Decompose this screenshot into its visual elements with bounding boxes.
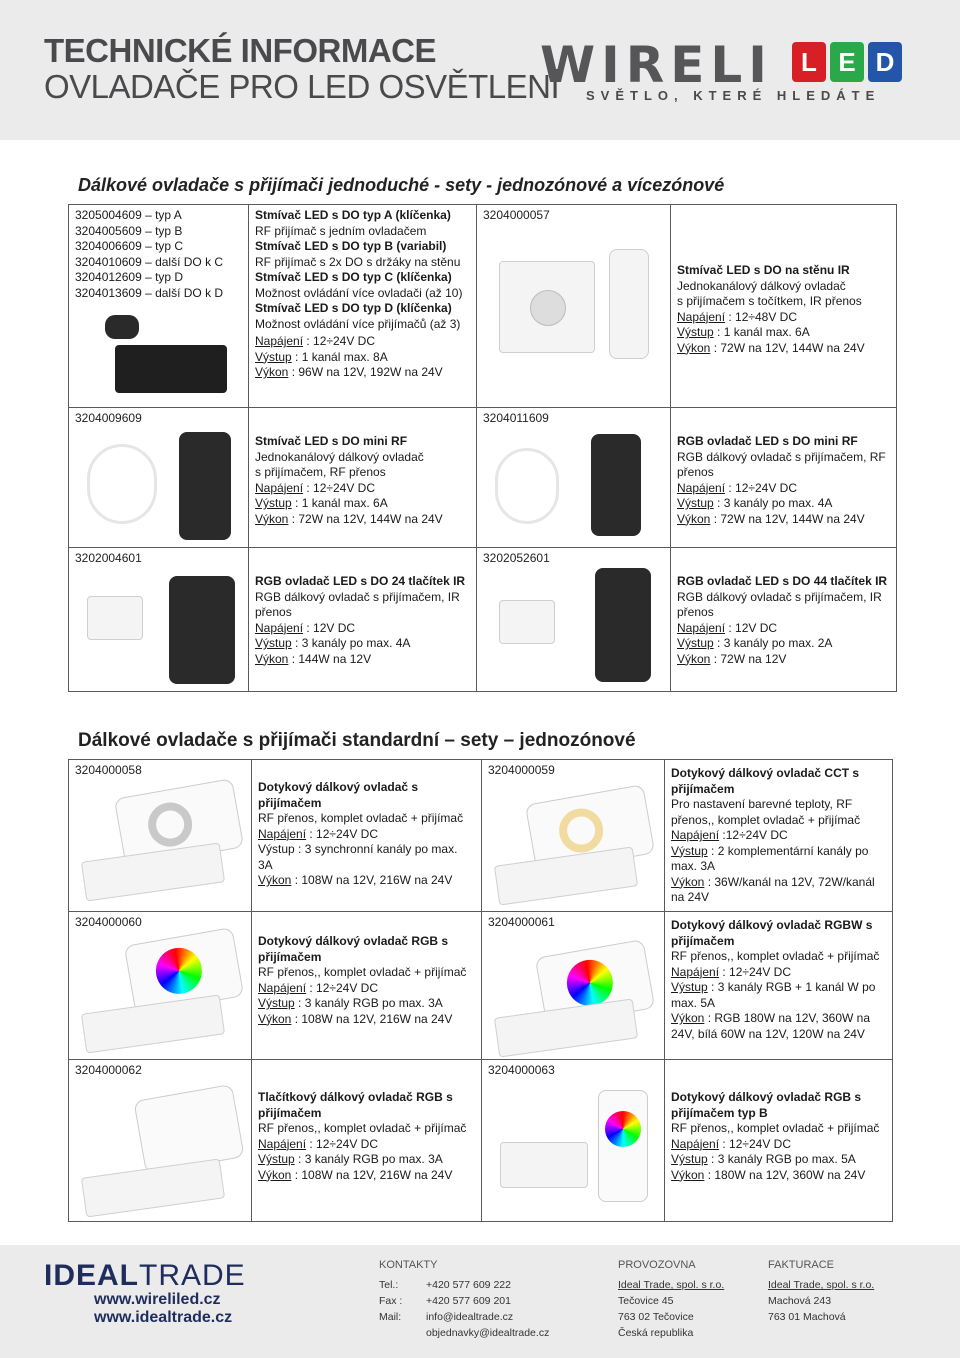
email-info-link[interactable]: info@idealtrade.cz xyxy=(426,1311,514,1323)
spec-line: Výkon : 96W na 12V, 192W na 24V xyxy=(255,365,443,379)
fakturace-company: Ideal Trade, spol. s r.o. xyxy=(768,1279,875,1291)
product-name: Dotykový dálkový ovladač RGB s přijímačem xyxy=(258,934,449,964)
logo-led-e: E xyxy=(830,42,864,82)
product-text: Jednokanálový dálkový ovladač xyxy=(677,278,846,293)
ir-44-key-remote-image xyxy=(595,568,651,682)
ir-receiver-image xyxy=(87,596,143,640)
product-description xyxy=(671,408,897,548)
product-description xyxy=(249,408,477,548)
table-row xyxy=(69,408,897,548)
product-code: 3204009609 xyxy=(75,411,142,425)
cable-image xyxy=(87,444,157,524)
page-footer xyxy=(0,1245,960,1358)
spec-line: Napájení : 12V DC xyxy=(255,620,356,635)
ir-24-key-remote-image xyxy=(169,576,235,684)
spec-line: Výkon : 72W na 12V xyxy=(677,651,787,666)
spec-line: Výkon : 108W na 12V, 216W na 24V xyxy=(258,1167,453,1182)
product-text: RGB dálkový ovladač s přijímačem, IR xyxy=(255,589,460,604)
receiver-image xyxy=(81,1158,225,1217)
idealtrade-logo: IDEALTRADE xyxy=(44,1259,246,1292)
mail-label: Mail: xyxy=(379,1311,402,1323)
product-description xyxy=(252,760,482,912)
color-wheel-icon xyxy=(605,1111,641,1147)
product-description xyxy=(249,548,477,692)
spec-line: Výstup : 3 synchronní kanály po max. 3A xyxy=(258,842,458,872)
spec-line: Výkon : 180W na 12V, 360W na 24V xyxy=(671,1167,866,1182)
table-row xyxy=(69,760,893,912)
product-code: 3204000057 xyxy=(483,208,550,222)
spec-line: Napájení :12÷24V DC xyxy=(671,828,788,842)
receiver-image xyxy=(81,842,225,901)
spec-line: Napájení : 12÷24V DC xyxy=(671,964,791,979)
spec-line: Výkon : 72W na 12V, 144W na 24V xyxy=(255,511,443,526)
spec-line: Výkon : RGB 180W na 12V, 360W na 24V, bílá 60W na 12V, 120W na 24V xyxy=(671,1011,871,1041)
website-link-wireliled[interactable]: www.wireliled.cz xyxy=(94,1291,221,1308)
product-description xyxy=(252,912,482,1060)
product-name: Tlačítkový dálkový ovladač RGB s přijímačem xyxy=(258,1090,453,1120)
product-code: 3204000062 xyxy=(75,1063,142,1077)
tel-number: +420 577 609 222 xyxy=(426,1279,511,1291)
fax-number: +420 577 609 201 xyxy=(426,1295,511,1307)
product-text: RF přenos,, komplet ovladač + přijímač xyxy=(671,1121,880,1135)
product-text: RF přenos,, komplet ovladač + přijímač xyxy=(258,1121,467,1135)
product-text: Pro nastavení barevné teploty, RF přenos,, komplet ovladač + přijímač xyxy=(671,797,861,827)
website-link-idealtrade[interactable]: www.idealtrade.cz xyxy=(94,1309,233,1326)
contacts-heading: KONTAKTY xyxy=(379,1259,438,1271)
product-description xyxy=(252,1060,482,1222)
product-image-cell xyxy=(477,548,671,692)
spec-line: Výstup : 3 kanály RGB po max. 3A xyxy=(258,1152,443,1166)
logo-wireli-text: WIRELI xyxy=(540,36,773,94)
email-orders-link[interactable]: objednavky@idealtrade.cz xyxy=(426,1327,550,1339)
product-description xyxy=(671,548,897,692)
spec-line: Výkon : 36W/kanál na 12V, 72W/kanál na 24V xyxy=(671,874,875,904)
spec-line: Výkon : 72W na 12V, 144W na 24V xyxy=(677,511,865,526)
spec-line: Výstup : 3 kanály po max. 4A xyxy=(255,636,411,650)
spec-line: Napájení : 12÷24V DC xyxy=(258,980,378,995)
product-text: RF přenos, komplet ovladač + přijímač xyxy=(258,811,464,825)
wall-dimmer-image xyxy=(499,261,595,353)
product-image-cell xyxy=(482,760,665,912)
product-name: Stmívač LED s DO typ D (klíčenka) xyxy=(255,301,452,315)
spec-line: Napájení : 12÷24V DC xyxy=(677,480,797,495)
cable-image xyxy=(495,448,559,524)
product-text: RF přijímač s jedním ovladačem xyxy=(255,223,427,238)
spec-line: Napájení : 12÷24V DC xyxy=(258,826,378,841)
cct-wheel-icon xyxy=(556,805,607,856)
product-code: 3204000059 xyxy=(488,763,555,777)
spec-line: Výkon : 108W na 12V, 216W na 24V xyxy=(258,1011,453,1026)
product-name: Dotykový dálkový ovladač s přijímačem xyxy=(258,780,419,810)
product-text: Jednokanálový dálkový ovladač xyxy=(255,449,424,464)
spec-line: Výstup : 1 kanál max. 6A xyxy=(677,325,810,339)
keyfob-remote-image xyxy=(105,315,139,339)
table-row xyxy=(69,548,897,692)
product-image-cell xyxy=(477,205,671,408)
spec-line: Výstup : 1 kanál max. 8A xyxy=(255,349,388,364)
provozovna-heading: PROVOZOVNA xyxy=(618,1259,696,1271)
rgb-touch-remote-b-image xyxy=(598,1090,648,1202)
product-code: 3204011609 xyxy=(483,411,549,425)
product-name: Dotykový dálkový ovladač RGB s přijímačem typ B xyxy=(671,1090,862,1120)
provozovna-street: Tečovice 45 xyxy=(618,1295,674,1307)
product-text: RF přenos,, komplet ovladač + přijímač xyxy=(258,965,467,979)
product-code: 3204006609 – typ C xyxy=(75,239,184,253)
receiver-image xyxy=(81,994,225,1053)
spec-line: Napájení : 12÷24V DC xyxy=(258,1136,378,1151)
product-name: Stmívač LED s DO mini RF xyxy=(255,434,408,448)
product-image-cell xyxy=(69,912,252,1060)
spec-line: Napájení : 12÷24V DC xyxy=(255,480,375,495)
table-row xyxy=(69,205,897,408)
section1-title: Dálkové ovladače s přijímači jednoduché - sety - jednozónové a vícezónové xyxy=(78,175,725,195)
fakturace-street: Machová 243 xyxy=(768,1295,832,1307)
dimmer-knob-icon xyxy=(530,290,566,326)
button-rgb-remote-image xyxy=(133,1084,244,1174)
product-name: Stmívač LED s DO typ C (klíčenka) xyxy=(255,270,452,284)
spec-line: Napájení : 12÷24V DC xyxy=(671,1136,791,1151)
spec-line: Výstup : 3 kanály RGB + 1 kanál W po max. 5A xyxy=(671,980,876,1010)
product-text: RGB dálkový ovladač s přijímačem, RF xyxy=(677,449,886,464)
product-name: Stmívač LED s DO na stěnu IR xyxy=(677,263,850,277)
product-text: s přijímačem s točítkem, IR přenos xyxy=(677,294,862,308)
header-title-line1: TECHNICKÉ INFORMACE xyxy=(44,32,436,69)
ir-remote-image xyxy=(609,249,649,359)
spec-line: Napájení : 12V DC xyxy=(677,620,778,635)
product-description xyxy=(249,205,477,408)
spec-line: Výstup : 3 kanály po max. 2A xyxy=(677,636,833,650)
spec-line: Výkon : 72W na 12V, 144W na 24V xyxy=(677,340,865,355)
fakturace-heading: FAKTURACE xyxy=(768,1259,835,1271)
tel-label: Tel.: xyxy=(379,1279,399,1291)
spec-line: Výkon : 108W na 12V, 216W na 24V xyxy=(258,873,453,887)
table-row xyxy=(69,1060,893,1222)
color-wheel-icon xyxy=(152,944,205,997)
spec-line: Napájení : 12÷24V DC xyxy=(255,334,375,348)
receiver-image xyxy=(494,998,638,1057)
spec-line: Výstup : 2 komplementární kanály po max. 3A xyxy=(671,843,869,873)
spec-line: Výkon : 144W na 12V xyxy=(255,651,372,666)
product-codes xyxy=(75,208,242,301)
product-name: RGB ovladač LED s DO 24 tlačítek IR xyxy=(255,574,466,588)
product-image-cell xyxy=(69,205,249,408)
fakturace-city: 763 01 Machová xyxy=(768,1311,846,1323)
provozovna-country: Česká republika xyxy=(618,1327,694,1339)
product-text: přenos xyxy=(677,465,714,479)
receiver-image xyxy=(115,345,227,393)
product-description xyxy=(665,1060,893,1222)
product-code: 3204000061 xyxy=(488,915,555,929)
section2-table xyxy=(68,759,893,1222)
spec-line: Výstup : 1 kanál max. 6A xyxy=(255,496,388,510)
product-image-cell xyxy=(477,408,671,548)
product-name: RGB ovladač LED s DO 44 tlačítek IR xyxy=(677,574,888,588)
ir-receiver-image xyxy=(499,600,555,644)
spec-line: Napájení : 12÷48V DC xyxy=(677,309,797,324)
product-description xyxy=(665,760,893,912)
product-description xyxy=(671,205,897,408)
touch-wheel-icon xyxy=(145,799,196,850)
product-description xyxy=(665,912,893,1060)
product-image-cell xyxy=(69,1060,252,1222)
product-code: 3204000060 xyxy=(75,915,142,929)
mini-rf-remote-image xyxy=(179,432,231,540)
wireli-led-logo xyxy=(540,36,920,106)
product-code: 3204013609 – další DO k D xyxy=(75,285,224,300)
product-image-cell xyxy=(69,760,252,912)
receiver-image xyxy=(494,846,638,905)
product-image-cell xyxy=(482,912,665,1060)
rgb-mini-remote-image xyxy=(591,434,641,536)
section1-table xyxy=(68,204,897,692)
table-row xyxy=(69,912,893,1060)
product-name: Dotykový dálkový ovladač RGBW s přijímačem xyxy=(671,918,873,948)
header-title-line2: OVLADAČE PRO LED OSVĚTLENÍ xyxy=(44,68,560,105)
product-text: přenos xyxy=(255,605,292,619)
product-code: 3202052601 xyxy=(483,551,550,565)
product-text: přenos xyxy=(677,605,714,619)
spec-line: Výstup : 3 kanály RGB po max. 3A xyxy=(258,996,443,1010)
product-code: 3204000058 xyxy=(75,763,142,777)
receiver-image xyxy=(500,1142,588,1188)
section2-title: Dálkové ovladače s přijímači standardní – sety – jednozónové xyxy=(78,730,636,751)
page-header xyxy=(0,0,960,140)
product-name: Stmívač LED s DO typ B (variabil) xyxy=(255,239,447,253)
product-name: RGB ovladač LED s DO mini RF xyxy=(677,434,858,448)
product-code: 3202004601 xyxy=(75,551,142,565)
product-name: Stmívač LED s DO typ A (klíčenka) xyxy=(255,208,451,222)
product-name: Dotykový dálkový ovladač CCT s přijímačem xyxy=(671,766,860,796)
product-text: RF přijímač s 2x DO s držáky na stěnu xyxy=(255,254,461,269)
spec-line: Výstup : 3 kanály RGB po max. 5A xyxy=(671,1152,856,1166)
product-code: 3205004609 – typ A xyxy=(75,208,182,222)
logo-led-d: D xyxy=(868,42,902,82)
product-text: s přijímačem, RF přenos xyxy=(255,465,386,479)
product-code: 3204000063 xyxy=(488,1063,555,1077)
product-text: Možnost ovládání více přijímačů (až 3) xyxy=(255,316,461,331)
provozovna-company: Ideal Trade, spol. s r.o. xyxy=(618,1279,725,1291)
provozovna-city: 763 02 Tečovice xyxy=(618,1311,694,1323)
product-code: 3204012609 – typ D xyxy=(75,270,184,284)
logo-led-l: L xyxy=(792,42,826,82)
product-text: RGB dálkový ovladač s přijímačem, IR xyxy=(677,589,882,604)
product-text: RF přenos,, komplet ovladač + přijímač xyxy=(671,949,880,963)
product-code: 3204010609 – další DO k C xyxy=(75,254,224,269)
fax-label: Fax : xyxy=(379,1295,403,1307)
product-image-cell xyxy=(69,548,249,692)
product-image-cell xyxy=(69,408,249,548)
spec-line: Výstup : 3 kanály po max. 4A xyxy=(677,496,833,510)
product-text: Možnost ovládání více ovladači (až 10) xyxy=(255,285,463,300)
product-image-cell xyxy=(482,1060,665,1222)
logo-tagline: SVĚTLO, KTERÉ HLEDÁTE xyxy=(586,88,881,103)
product-code: 3204005609 – typ B xyxy=(75,223,183,238)
